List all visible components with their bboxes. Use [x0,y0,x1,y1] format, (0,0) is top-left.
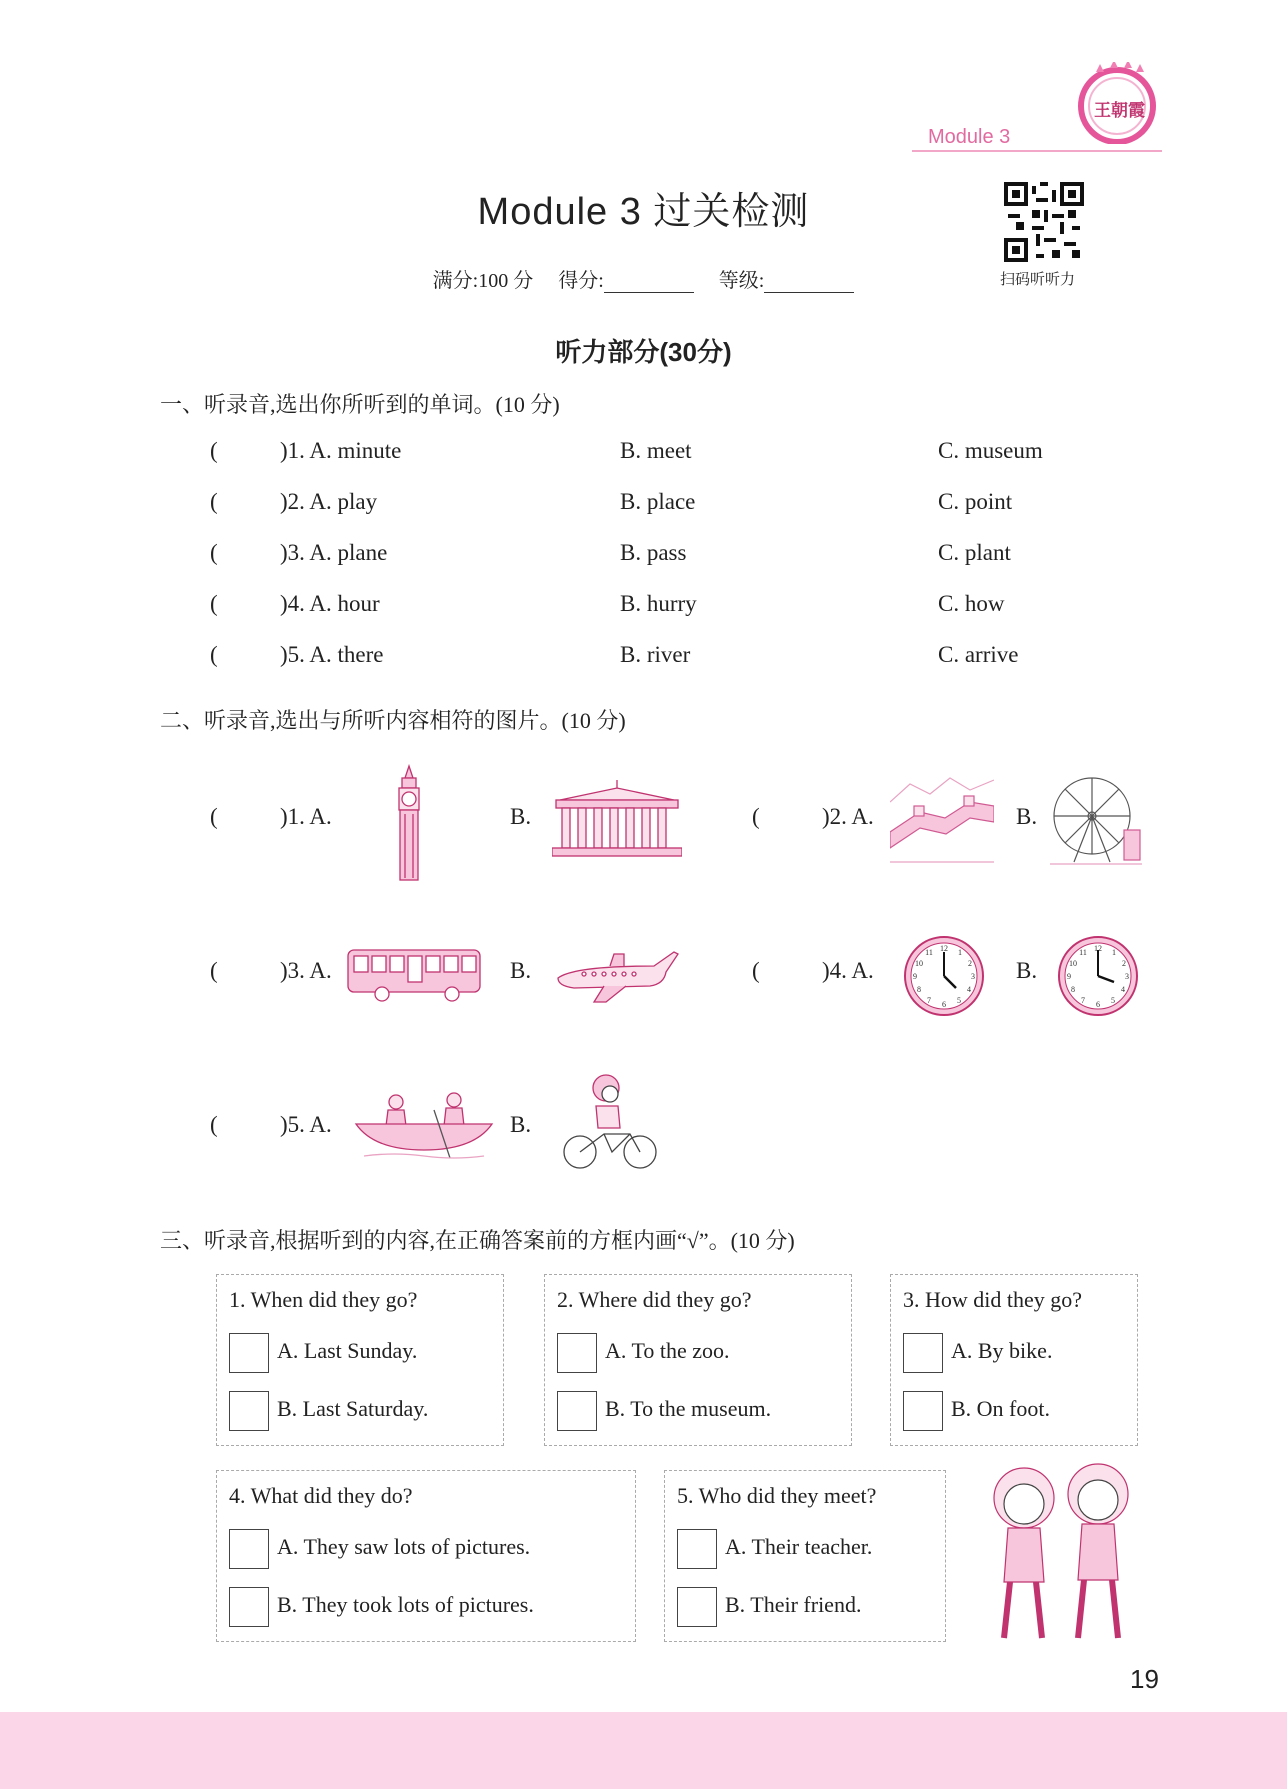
page-title: Module 3 过关检测 [477,191,810,233]
svg-text:9: 9 [913,972,917,981]
svg-text:6: 6 [942,1000,946,1009]
checkbox[interactable] [677,1529,717,1569]
checkbox[interactable] [557,1333,597,1373]
option-b[interactable] [229,1587,534,1627]
option-a[interactable] [229,1333,417,1373]
paren[interactable]: ( [210,438,218,463]
question-box-4 [216,1470,636,1642]
option-b: B. meet [620,438,692,463]
svg-text:11: 11 [1079,948,1087,957]
option-b[interactable] [557,1391,771,1431]
footer-band [0,1712,1287,1789]
q1-label: )1. A. [280,804,332,829]
svg-text:2: 2 [1122,959,1126,968]
svg-text:2: 2 [968,959,972,968]
checkbox[interactable] [229,1529,269,1569]
svg-text:1: 1 [958,948,962,957]
svg-text:3: 3 [1125,972,1129,981]
q2-b-label: B. [1016,804,1038,829]
bus-icon[interactable] [346,944,488,1011]
checkbox[interactable] [557,1391,597,1431]
option-a[interactable] [903,1333,1052,1373]
svg-text:12: 12 [1094,944,1102,953]
option-a[interactable] [677,1529,872,1569]
option-b: B. hurry [620,591,697,616]
svg-text:7: 7 [927,996,931,1005]
header-divider [912,150,1162,152]
option-b[interactable] [229,1391,428,1431]
list-item [210,642,1110,682]
option-c: C. arrive [938,642,1019,667]
question-text: 5. Who did they meet? [677,1483,877,1508]
score-blank[interactable] [604,274,694,293]
checkbox[interactable] [229,1587,269,1627]
list-item [210,489,1110,529]
svg-text:11: 11 [925,948,933,957]
question-box-1 [216,1274,504,1446]
option-b: B. river [620,642,691,667]
option-label: B. On foot. [951,1396,1050,1422]
list-item [210,438,1110,478]
option-b[interactable] [677,1587,861,1627]
q4-b-label: B. [1016,958,1038,983]
checkbox[interactable] [229,1333,269,1373]
option-label: B. Their friend. [725,1592,862,1618]
svg-text:4: 4 [1121,985,1125,994]
svg-text:8: 8 [1071,985,1075,994]
question-text: 1. When did they go? [229,1287,418,1312]
q3-label: )3. A. [280,958,332,983]
part2-heading: 二、听录音,选出与所听内容相符的图片。(10 分) [160,708,626,733]
option-label: A. They saw lots of pictures. [277,1534,531,1560]
option-b: B. place [620,489,696,514]
page-number: 19 [1130,1664,1159,1694]
svg-text:7: 7 [1081,996,1085,1005]
clock-icon[interactable] [902,934,986,1023]
svg-text:12: 12 [940,944,948,953]
paren[interactable]: ( [210,1112,218,1137]
section-title: 听力部分(30分) [555,337,732,367]
question-box-3 [890,1274,1138,1446]
q3-b-label: B. [510,958,532,983]
option-label: A. Last Sunday. [277,1338,418,1364]
checkbox[interactable] [677,1587,717,1627]
ferris-wheel-icon[interactable] [1050,770,1142,879]
option-a[interactable] [229,1529,530,1569]
svg-text:8: 8 [917,985,921,994]
museum-icon[interactable] [552,778,682,863]
qr-label: 扫码听听力 [1000,271,1076,288]
svg-text:6: 6 [1096,1000,1100,1009]
two-girls-icon [982,1462,1142,1649]
option-label: B. Last Saturday. [277,1396,429,1422]
q5-b-label: B. [510,1112,532,1137]
option-label: A. Their teacher. [725,1534,873,1560]
option-c: C. point [938,489,1013,514]
svg-text:1: 1 [1112,948,1116,957]
plane-icon[interactable] [554,942,680,1009]
paren[interactable]: ( [210,591,218,616]
qr-code-icon[interactable] [1004,182,1084,262]
paren[interactable]: ( [752,958,760,983]
badge-text: 王朝霞 [1094,101,1145,120]
option-a: )4. A. hour [280,591,380,616]
option-label: B. To the museum. [605,1396,772,1422]
checkbox[interactable] [903,1391,943,1431]
svg-text:5: 5 [957,996,961,1005]
option-a: )3. A. plane [280,540,388,565]
cyclist-icon[interactable] [560,1072,660,1177]
option-a: )5. A. there [280,642,384,667]
list-item [210,540,1110,580]
grade-label: 等级: [718,270,765,292]
paren[interactable]: ( [752,804,760,829]
paren[interactable]: ( [210,958,218,983]
score-label: 得分: [558,270,604,292]
paren[interactable]: ( [210,540,218,565]
paren[interactable]: ( [210,804,218,829]
paren[interactable]: ( [210,642,218,667]
grade-blank[interactable] [764,274,854,293]
svg-text:3: 3 [971,972,975,981]
paren[interactable]: ( [210,489,218,514]
svg-text:10: 10 [915,959,923,968]
q5-label: )5. A. [280,1112,332,1137]
part1-heading: 一、听录音,选出你所听到的单词。(10 分) [160,392,560,417]
checkbox[interactable] [903,1333,943,1373]
boat-icon[interactable] [354,1090,494,1165]
option-b[interactable] [903,1391,1050,1431]
checkbox[interactable] [229,1391,269,1431]
q2-label: )2. A. [822,804,874,829]
option-label: B. They took lots of pictures. [277,1592,534,1618]
great-wall-icon[interactable] [890,772,994,877]
option-c: C. museum [938,438,1043,463]
score-line [0,264,1287,293]
module-tag: Module 3 [928,126,1011,148]
option-a: )2. A. play [280,489,378,514]
option-b: B. pass [620,540,687,565]
question-text: 2. Where did they go? [557,1287,752,1312]
option-c: C. how [938,591,1005,616]
svg-text:9: 9 [1067,972,1071,981]
header-badge [1076,62,1158,144]
svg-text:5: 5 [1111,996,1115,1005]
clock-icon[interactable] [1056,934,1140,1023]
question-box-2 [544,1274,852,1446]
part3-heading: 三、听录音,根据听到的内容,在正确答案前的方框内画“√”。(10 分) [160,1228,795,1253]
question-text: 3. How did they go? [903,1287,1083,1312]
option-a: )1. A. minute [280,438,402,463]
full-score: 满分:100 分 [432,270,534,292]
svg-text:10: 10 [1069,959,1077,968]
option-label: A. By bike. [951,1338,1053,1364]
question-box-5 [664,1470,946,1642]
option-a[interactable] [557,1333,730,1373]
svg-text:4: 4 [967,985,971,994]
question-text: 4. What did they do? [229,1483,413,1508]
q1-b-label: B. [510,804,532,829]
big-ben-icon[interactable] [392,764,426,887]
option-c: C. plant [938,540,1011,565]
q4-label: )4. A. [822,958,874,983]
option-label: A. To the zoo. [605,1338,730,1364]
list-item [210,591,1110,631]
